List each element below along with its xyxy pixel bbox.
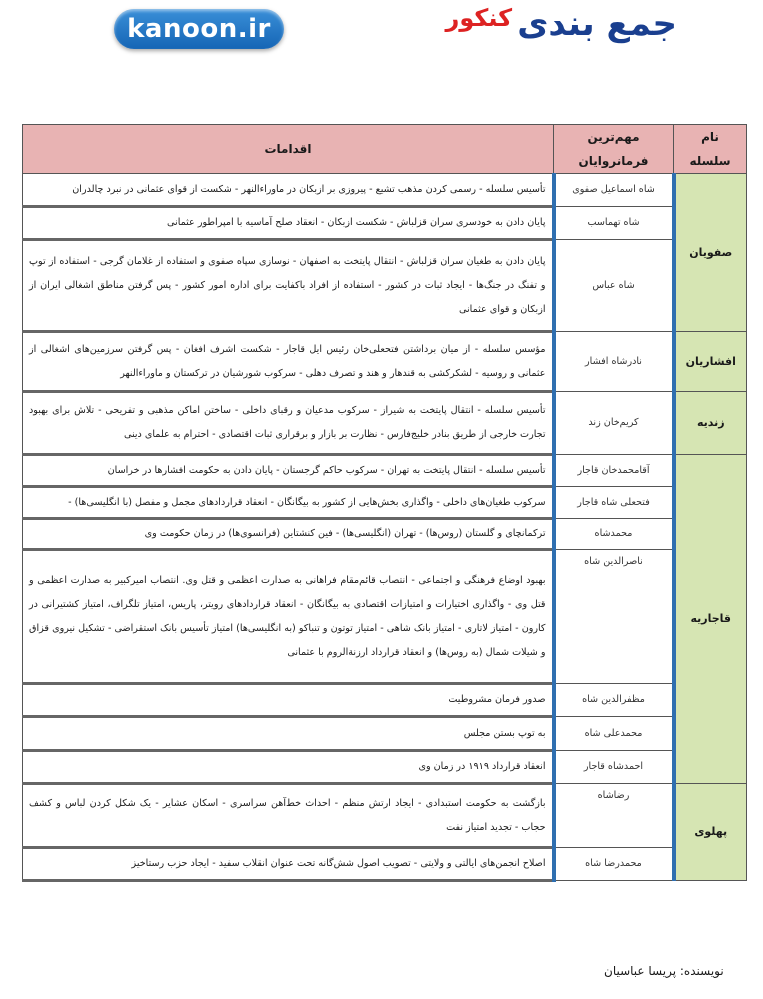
- table-row: [23, 240, 747, 332]
- table-row: [23, 751, 747, 784]
- table-row: [23, 174, 747, 207]
- kanoon-logo[interactable]: [114, 9, 284, 49]
- dynasty-cell: صفویان: [674, 174, 747, 332]
- ruler-cell: ناصرالدین شاه: [554, 550, 674, 684]
- header-actions: اقدامات: [23, 125, 554, 174]
- dynasty-cell: زندیه: [674, 392, 747, 455]
- dynasty-cell: قاجاریه: [674, 455, 747, 784]
- action-cell: ترکمانچای و گلستان (روس‌ها) - تهران (انگلیسی‌ها) - فین کنشتاین (فرانسوی‌ها) در زمان حکومت وی: [23, 519, 554, 550]
- table-row: [23, 207, 747, 240]
- page-header: [0, 0, 763, 80]
- brand-main: جمع بندی: [517, 4, 677, 44]
- ruler-cell: محمدعلی شاه: [554, 717, 674, 751]
- history-table-wrapper: [22, 124, 747, 882]
- ruler-cell: محمدرضا شاه: [554, 848, 674, 881]
- ruler-cell: آقامحمدخان قاجار: [554, 455, 674, 487]
- ruler-cell: شاه عباس: [554, 240, 674, 332]
- action-cell: انعقاد قرارداد ۱۹۱۹ در زمان وی: [23, 751, 554, 784]
- action-cell: اصلاح انجمن‌های ایالتی و ولایتی - تصویب اصول شش‌گانه تحت عنوان انقلاب سفید - ایجاد حزب رستاخیز: [23, 848, 554, 881]
- header-dynasty: نام سلسله: [674, 125, 747, 174]
- action-cell: مؤسس سلسله - از میان برداشتن فتحعلی‌خان رئیس ایل قاجار - شکست اشرف افغان - پس گرفتن سرزمین‌های اشغالی از عثمانی و روسیه - لشکرکشی به قندهار و هند و تصرف دهلی - سرکوب شورشیان در ترکستان و ماوراءالنهر: [23, 332, 554, 392]
- brand-accent: کنکور: [445, 4, 513, 32]
- table-header-row: [23, 125, 747, 174]
- dynasty-cell: افشاریان: [674, 332, 747, 392]
- kanoon-logo-text: kanoon.ir: [127, 14, 271, 44]
- ruler-cell: محمدشاه: [554, 519, 674, 550]
- action-cell: بازگشت به حکومت استبدادی - ایجاد ارتش منظم - احداث خط‌آهن سراسری - اسکان عشایر - یک شکل کردن لباس و کشف حجاب - تجدید امتیاز نفت: [23, 784, 554, 848]
- table-row: [23, 848, 747, 881]
- action-cell: تأسیس سلسله - انتقال پایتخت به شیراز - سرکوب مدعیان و رقبای داخلی - ساختن اماکن مذهبی و تفریحی - تلاش برای بهبود تجارت خارجی از طریق بنادر خلیج‌فارس - نظارت بر بازار و برقراری ثبات اقتصادی - احترام به علمای دینی: [23, 392, 554, 455]
- action-cell: تأسیس سلسله - انتقال پایتخت به تهران - سرکوب حاکم گرجستان - پایان دادن به حکومت افشارها در خراسان: [23, 455, 554, 487]
- action-cell: پایان دادن به خودسری سران قزلباش - شکست ازبکان - انعقاد صلح آماسیه با امپراطور عثمانی: [23, 207, 554, 240]
- action-cell: پایان دادن به طغیان سران قزلباش - انتقال پایتخت به اصفهان - نوسازی سپاه صفوی و استفاده از غلامان گرجی - استفاده از توپ و تفنگ در جنگ‌ها - ایجاد ثبات در کشور - استفاده از افراد باکفایت برای اداره امور کشور - پس گرفتن مناطق اشغالی ایران از ازبکان و قوای عثمانی: [23, 240, 554, 332]
- brand-logo: [442, 4, 677, 58]
- ruler-cell: شاه اسماعیل صفوی: [554, 174, 674, 207]
- table-row: [23, 784, 747, 848]
- action-cell: صدور فرمان مشروطیت: [23, 684, 554, 717]
- history-table: [22, 124, 747, 882]
- table-row: [23, 332, 747, 392]
- ruler-cell: مظفرالدین شاه: [554, 684, 674, 717]
- table-row: [23, 487, 747, 519]
- ruler-cell: احمدشاه قاجار: [554, 751, 674, 784]
- ruler-cell: فتحعلی شاه قاجار: [554, 487, 674, 519]
- header-rulers: مهم‌ترین فرمانروایان: [554, 125, 674, 174]
- table-row: [23, 717, 747, 751]
- table-row: [23, 519, 747, 550]
- ruler-cell: نادرشاه افشار: [554, 332, 674, 392]
- author-credit: نویسنده: پریسا عباسیان: [604, 964, 724, 978]
- action-cell: تأسیس سلسله - رسمی کردن مذهب تشیع - پیروزی بر ازبکان در ماوراءالنهر - شکست از قوای عثمانی در نبرد چالدران: [23, 174, 554, 207]
- action-cell: سرکوب طغیان‌های داخلی - واگذاری بخش‌هایی از کشور به بیگانگان - انعقاد قراردادهای مجمل و مفصل (با انگلیسی‌ها) -: [23, 487, 554, 519]
- ruler-cell: رضاشاه: [554, 784, 674, 848]
- table-row: [23, 392, 747, 455]
- table-row: [23, 455, 747, 487]
- dynasty-cell: پهلوی: [674, 784, 747, 881]
- action-cell: بهبود اوضاع فرهنگی و اجتماعی - انتصاب قائم‌مقام فراهانی به صدارت اعظمی و قتل وی. انتصاب امیرکبیر به صدارت اعظمی و قتل وی - واگذاری اختیارات و امتیازات اقتصادی به بیگانگان - انعقاد قراردادهای رویتر، پاریس، امتیاز تلگراف، امتیاز کشتیرانی در کارون - امتیاز لاتاری - امتیاز بانک شاهی - امتیاز توتون و تنباکو (به انگلیسی‌ها) امتیاز تأسیس بانک استقراضی - تشکیل نیروی قزاق و شیلات شمال (به روس‌ها) و انعقاد قرارداد ارزنة‌الروم با عثمانی: [23, 550, 554, 684]
- ruler-cell: کریم‌خان زند: [554, 392, 674, 455]
- table-row: [23, 550, 747, 684]
- action-cell: به توپ بستن مجلس: [23, 717, 554, 751]
- ruler-cell: شاه تهماسب: [554, 207, 674, 240]
- table-row: [23, 684, 747, 717]
